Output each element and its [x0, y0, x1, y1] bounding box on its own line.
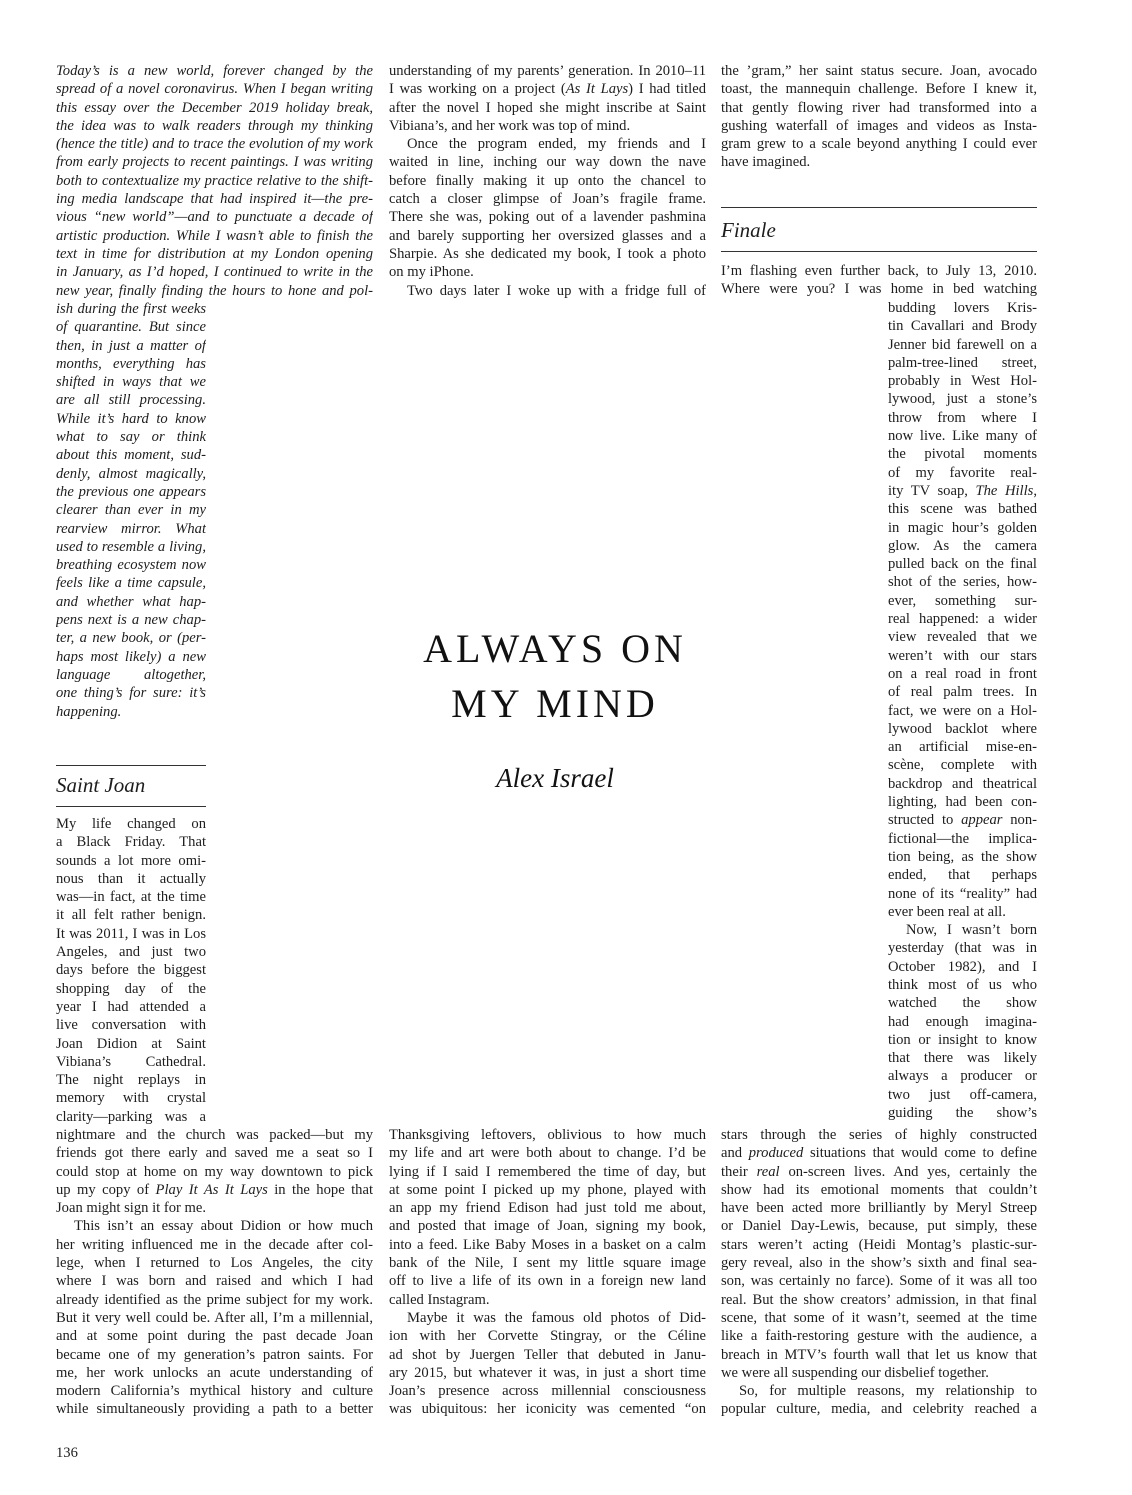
text-line: artistic production. While I wasn’t able to finish the	[56, 227, 373, 244]
text-line: language altogether,	[56, 666, 206, 683]
text-line: an artificial mise-en-	[888, 739, 1037, 756]
text-line: toast, the mannequin challenge. Before I knew it,	[721, 81, 1037, 98]
saint-joan-narrow-paragraph	[56, 815, 206, 1126]
text-line: the ’gram,” her saint status secure. Joan, avocado	[721, 63, 1037, 79]
text-run: in the hope that	[267, 1181, 373, 1198]
text-line: used to resemble a living,	[56, 538, 206, 555]
finale-narrow-paragraph	[888, 299, 1037, 1122]
finale-wide-top-paragraph	[721, 262, 1037, 299]
text-line: Two days later I woke up with a fridge full of	[407, 282, 706, 299]
text-line: shifted in ways that we	[56, 374, 206, 391]
text-line: pulled back on the final	[888, 556, 1037, 573]
text-line: scene, that some of it wasn’t, seemed at the time	[721, 1309, 1037, 1326]
emphasis: real	[756, 1163, 780, 1180]
text-line: year I had attended a	[56, 998, 206, 1015]
text-line: Now, I wasn’t born	[906, 922, 1037, 939]
text-line: both to contextualize my practice relative to the shift-	[56, 172, 373, 189]
text-line: an app my friend Edison had just told me about,	[389, 1200, 706, 1217]
article-title-line2: MY MIND	[451, 681, 659, 726]
text-line: guiding the show’s	[888, 1105, 1037, 1122]
text-line: then, in just a matter of	[56, 337, 206, 354]
text-line: There she was, poking out of a lavender pashmina	[389, 209, 706, 226]
text-line: where I was born and raised and which I had	[56, 1273, 373, 1290]
text-line: on my iPhone.	[389, 264, 474, 281]
text-line: after the novel I hoped she might inscribe at Saint	[389, 99, 706, 116]
text-line: lege, when I returned to Los Angeles, the city	[56, 1255, 373, 1272]
text-line: stars weren’t acting (Heidi Montag’s plastic-sur-	[721, 1236, 1037, 1253]
text-line: pens next is a new chap-	[56, 612, 206, 629]
text-line: breathing ecosystem now	[56, 557, 206, 574]
text-line: are all still processing.	[56, 392, 206, 409]
text-line: was—in fact, at the time	[56, 889, 206, 906]
text-line: Thanksgiving leftovers, oblivious to how much	[389, 1127, 706, 1143]
text-line: son, was certainly no farce). Some of it was all too	[721, 1273, 1037, 1290]
text-line: So, for multiple reasons, my relationship to	[739, 1383, 1037, 1400]
article-title-line1: ALWAYS ON	[423, 626, 687, 671]
text-line: lywood backlot where	[888, 720, 1037, 737]
text-line: happening.	[56, 703, 122, 720]
section-rule-top	[56, 765, 206, 766]
text-line: this essay over the December 2019 holiday break,	[56, 99, 373, 116]
text-run: ity TV soap,	[888, 482, 976, 499]
text-run: ,	[1033, 482, 1037, 499]
text-line: Sharpie. As she dedicated my book, I took a photo	[389, 245, 706, 262]
text-line: Maybe it was the famous old photos of Did-	[407, 1309, 706, 1326]
text-line: memory with crystal	[56, 1090, 206, 1107]
text-line: before finally making it up onto the chancel to	[389, 172, 706, 189]
text-line: days before the biggest	[56, 962, 206, 979]
text-line: catch a closer glimpse of Joan’s fragile frame.	[389, 191, 706, 208]
text-line: from early projects to recent paintings. I was writing	[56, 154, 373, 171]
text-line: think most of us who	[888, 976, 1037, 993]
text-line: But it very well could be. After all, I’m a millennial,	[56, 1309, 373, 1326]
text-line: ion with her Corvette Stingray, or the Céline	[389, 1328, 706, 1345]
text-line: one thing’s for sure: it’s	[56, 685, 206, 702]
text-line: scène, complete with	[888, 757, 1037, 774]
text-line: clearer than ever in my	[56, 502, 206, 519]
text-line: in January, as I’d hoped, I continued to write in the	[56, 264, 373, 281]
text-line: Today’s is a new world, forever changed by the	[56, 63, 373, 79]
text-line: lighting, had been con-	[888, 794, 1037, 811]
text-line: (hence the title) and to trace the evolution of my work	[56, 136, 373, 153]
intro-narrow-paragraph	[56, 300, 206, 721]
text-line: understanding of my parents’ generation. In 2010–11	[389, 63, 706, 79]
text-line: haps most likely) a new	[56, 648, 206, 665]
text-line: view revealed that we	[888, 629, 1037, 646]
column3-top-paragraph	[721, 62, 1037, 172]
section-heading-finale: Finale	[721, 218, 776, 242]
text-line: a Black Friday. That	[56, 834, 206, 851]
column2-top-paragraph	[389, 62, 706, 300]
text-line: at some point I picked up my phone, played with	[389, 1181, 706, 1198]
text-line: none of its “reality” had	[888, 885, 1037, 902]
text-line: modern California’s mythical history and culture	[56, 1383, 373, 1400]
text-line: ary 2015, but whatever it was, in just a short time	[389, 1364, 706, 1381]
text-line: glow. As the camera	[888, 537, 1037, 554]
column2-bottom-paragraph	[389, 1126, 706, 1419]
text-line: tin Cavallari and Brody	[888, 318, 1037, 335]
text-line: throw from where I	[888, 409, 1037, 426]
text-line: watched the show	[888, 995, 1037, 1012]
text-line: This isn’t an essay about Didion or how much	[74, 1218, 373, 1235]
text-line: ter, a new book, or (per-	[56, 630, 206, 647]
text-line: backdrop and theatrical	[888, 775, 1037, 792]
text-line: breach in MTV’s fourth wall that let us know that	[721, 1346, 1037, 1363]
text-line: nightmare and the church was packed—but my	[56, 1127, 373, 1143]
text-line: fictional—the implica-	[888, 830, 1037, 847]
show-title: The Hills	[975, 482, 1034, 499]
text-line: fact, we were on a Hol-	[888, 702, 1037, 719]
emphasis: produced	[748, 1145, 804, 1162]
text-line: bank of the Nile, I sent my little square image	[389, 1255, 706, 1272]
text-line: became one of my generation’s patron saints. For	[56, 1346, 373, 1363]
text-line: lying if I said I remembered the time of day, but	[389, 1163, 706, 1180]
book-title: Play It As It Lays	[155, 1181, 268, 1198]
text-line: new year, finally finding the hours to hone and pol-	[56, 282, 373, 299]
text-line	[721, 1144, 1037, 1162]
article-author: Alex Israel	[496, 763, 614, 793]
text-line: like a faith-restoring gesture with the audience, a	[721, 1328, 1037, 1345]
text-line: what to say or think	[56, 429, 206, 446]
text-line: of my favorite real-	[888, 464, 1037, 481]
text-line: two just off-camera,	[888, 1086, 1037, 1103]
text-line: while simultaneously providing a path to a better	[56, 1401, 373, 1418]
text-line: denly, almost magically,	[56, 465, 206, 482]
text-line: Joan’s presence across millennial consciousness	[389, 1383, 706, 1400]
text-line: stars through the series of highly constructed	[721, 1127, 1037, 1143]
text-run: situations that would come to define	[803, 1145, 1037, 1162]
text-line: real happened: a wider	[888, 611, 1037, 628]
emphasis: appear	[961, 812, 1003, 829]
text-line: It was 2011, I was in Los	[56, 925, 206, 942]
text-line: gery reveal, also in the show’s sixth and final sea-	[721, 1255, 1037, 1272]
text-run: I was working on a project (	[389, 81, 566, 98]
text-line: text in time for distribution at my London opening	[56, 245, 373, 262]
text-line: of real palm trees. In	[888, 684, 1037, 701]
text-line: October 1982), and I	[888, 958, 1037, 975]
text-line: waited in line, inching our way down the nave	[389, 154, 706, 171]
text-line: While it’s hard to know	[56, 410, 206, 427]
text-line: the previous one appears	[56, 483, 206, 500]
text-line: into a feed. Like Baby Moses in a basket on a calm	[389, 1236, 706, 1253]
text-line: always a producer or	[888, 1068, 1037, 1085]
text-line: ing media landscape that had inspired it—the pre-	[56, 191, 373, 208]
page-number: 136	[56, 1445, 78, 1461]
text-line: Vibiana’s Cathedral.	[56, 1053, 206, 1070]
text-line: probably in West Hol-	[888, 373, 1037, 390]
section-rule-bottom	[56, 806, 206, 807]
text-line: on a real road in front	[888, 665, 1037, 682]
intro-paragraph	[56, 62, 373, 300]
text-line: Vibiana’s, and her work was top of mind.	[389, 117, 631, 134]
text-line: had enough imagina-	[888, 1013, 1037, 1030]
text-run: up my copy of	[56, 1181, 156, 1198]
text-line: shopping day of the	[56, 980, 206, 997]
text-line: palm-tree-lined street,	[888, 354, 1037, 371]
text-line: ever been real at all.	[888, 903, 1006, 920]
text-line: ish during the first weeks	[56, 301, 206, 317]
text-line: gushing waterfall of images and videos as Insta-	[721, 117, 1037, 134]
project-title: As It Lays	[565, 81, 629, 98]
section-rule-bottom	[721, 251, 1037, 252]
text-run: their	[721, 1163, 757, 1180]
text-line: her writing influenced me in the decade after col-	[56, 1236, 373, 1253]
finale-wide-bottom-paragraph	[721, 1126, 1037, 1419]
text-line: popular culture, media, and celebrity reached a	[721, 1401, 1037, 1418]
text-line: that there was likely	[888, 1050, 1037, 1067]
text-line: we were all suspending our disbelief together.	[721, 1364, 989, 1381]
text-run: non-	[1002, 812, 1037, 829]
text-line: live conversation with	[56, 1017, 206, 1034]
text-line	[888, 482, 1037, 500]
text-line: weren’t with our stars	[888, 647, 1037, 664]
text-line: could stop at home on my way downtown to pick	[56, 1163, 373, 1180]
text-line: friends got there early and saved me a seat so I	[56, 1145, 373, 1162]
text-line: gram grew to a scale beyond anything I could ever	[721, 136, 1037, 153]
text-line: called Instagram.	[389, 1291, 490, 1308]
text-line	[389, 80, 706, 98]
text-line	[56, 1181, 373, 1199]
text-line: yesterday (that was in	[888, 940, 1037, 957]
text-line	[721, 1163, 1037, 1181]
text-line: rearview mirror. What	[56, 520, 206, 537]
text-line: off to live a life of its own in a foreign new land	[389, 1273, 706, 1290]
text-line: real. But the show creators’ admission, in that final	[721, 1291, 1037, 1308]
section-rule-top	[721, 207, 1037, 208]
text-line: ended, that perhaps	[888, 867, 1037, 884]
text-line: Joan might sign it for me.	[56, 1200, 206, 1217]
text-line: ad shot by Juergen Teller that debuted in Janu-	[389, 1346, 706, 1363]
text-line: and barely supporting her oversized glasses and a	[389, 227, 706, 244]
text-line: already identified as the prime subject for my work.	[56, 1291, 373, 1308]
text-line: that gently flowing river had transformed into a	[721, 99, 1037, 116]
text-line: this scene was bathed	[888, 501, 1037, 518]
text-line: My life changed on	[56, 816, 206, 832]
section-heading-saint-joan: Saint Joan	[56, 773, 146, 797]
text-line: feels like a time capsule,	[56, 575, 206, 592]
text-line: and at some point during the past decade Joan	[56, 1328, 373, 1345]
text-line: it all felt rather benign.	[56, 907, 206, 924]
text-line: now live. Like many of	[888, 428, 1037, 445]
text-line: in magic hour’s golden	[888, 519, 1037, 536]
text-line: lywood, just a stone’s	[888, 391, 1037, 408]
text-run: on-screen lives. And yes, certainly the	[779, 1163, 1037, 1180]
text-line: Once the program ended, my friends and I	[407, 136, 706, 153]
text-line: my life and art were both about to change. I’d be	[389, 1145, 706, 1162]
text-line: about this moment, sud-	[56, 447, 206, 464]
text-run: structed to	[888, 812, 962, 829]
text-line: and whether what hap-	[56, 593, 206, 610]
saint-joan-wide-paragraph	[56, 1126, 373, 1419]
text-line: budding lovers Kris-	[888, 300, 1037, 316]
text-line: Joan Didion at Saint	[56, 1035, 206, 1052]
text-line: The night replays in	[56, 1072, 206, 1089]
text-line: and posted that image of Joan, signing my book,	[389, 1218, 706, 1235]
text-line: vious “new world”—and to punctuate a decade of	[56, 209, 373, 226]
text-line: sounds a lot more omi-	[56, 852, 206, 869]
text-line: tion or insight to know	[888, 1031, 1037, 1048]
text-line: the idea was to walk readers through my thinking	[56, 117, 373, 134]
text-line: me, her work unlocks an acute understanding of	[56, 1364, 373, 1381]
text-line: Jenner bid farewell on a	[888, 336, 1037, 353]
text-run: ) I had titled	[628, 81, 706, 98]
text-line: show had its emotional moments that couldn’t	[721, 1181, 1037, 1198]
text-line: have been acted more brilliantly by Meryl Streep	[721, 1200, 1037, 1217]
text-line: months, everything has	[56, 355, 206, 372]
text-line: tion being, as the show	[888, 848, 1037, 865]
text-line: shot of the series, how-	[888, 574, 1037, 591]
text-line: ever, something sur-	[888, 592, 1037, 609]
text-run: and	[721, 1145, 749, 1162]
text-line: or Daniel Day-Lewis, because, put simply, these	[721, 1218, 1037, 1235]
text-line: nous than it actually	[56, 870, 206, 887]
text-line: of quarantine. But since	[56, 319, 206, 336]
text-line: Where were you? I was home in bed watching	[721, 281, 1037, 298]
text-line: clarity—parking was a	[56, 1108, 206, 1125]
text-line	[888, 811, 1037, 829]
text-line: the pivotal moments	[888, 446, 1037, 463]
text-line: have imagined.	[721, 154, 811, 171]
text-line: was ubiquitous: her iconicity was cemented “on	[389, 1401, 706, 1418]
text-line: Angeles, and just two	[56, 944, 206, 961]
text-line: I’m flashing even further back, to July 13, 2010.	[721, 263, 1037, 279]
text-line: spread of a novel coronavirus. When I began writing	[56, 81, 373, 98]
